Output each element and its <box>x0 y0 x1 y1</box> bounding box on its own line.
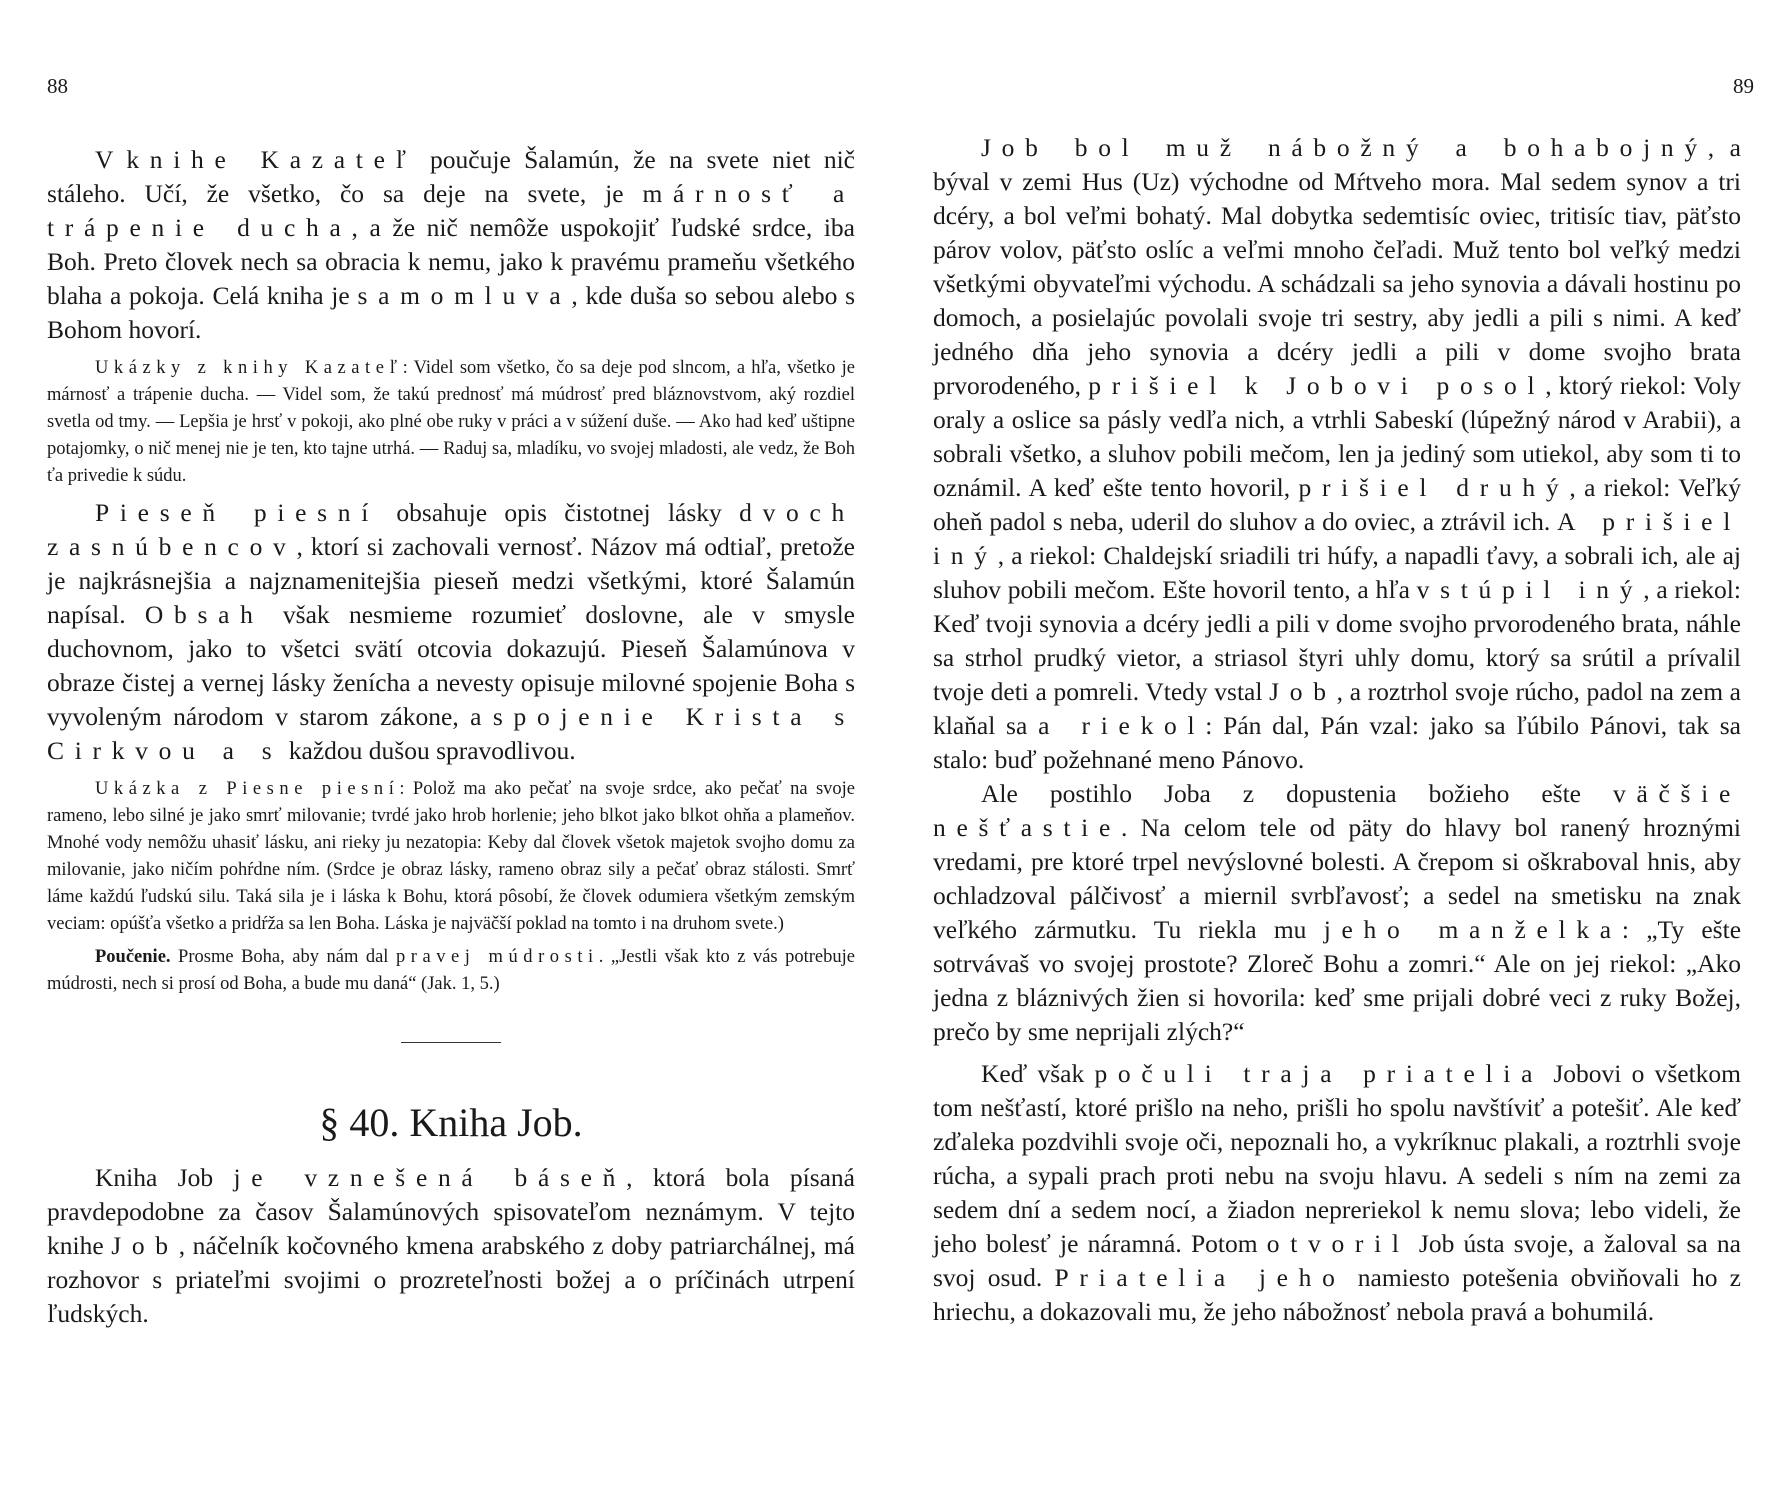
paragraph-piesen-piesni: Pieseň piesní obsahuje opis čistotnej lásky dvoch zasnúbencov, ktorí si zachovali vernosť. Názov má odtiaľ, pretože je najkrásnejšia a najznamenitejšia pieseň medzi všetkými, ktoré Šalamún napísal. Obsah však nesmieme rozumieť doslovne, ale v smysle duchovnom, jako to všetci svätí otcovia dokazujú. Pieseň Šalamúnova v obraze čistej a vernej lásky ženícha a nevesty opisuje milovné spojenie Boha s vyvoleným národom v starom zákone, a spojenie Krista s Cirkvou a s každou dušou spravodlivou. <box>47 498 855 765</box>
paragraph-traja-priatelia: Keď však počuli traja priatelia Jobovi o všetkom tom nešťastí, ktoré prišlo na neho, prišli ho spolu navštíviť a potešiť. Ale keď zďaleka pozdvihli svoje oči, nepoznali ho, a vykríknuc plakali, a roztrhli svoje rúcha, a sypali prach proti nebu na svoju hlavu. A sedeli s ním na zemi za sedem dní a sedem nocí, a žiadon nepreriekol k nemu slova; lebo videli, že jeho bolesť je náramná. Potom otvoril Job ústa svoje, a žaloval sa na svoj osud. Priatelia jeho namiesto potešenia obviňovali ho z hriechu, a dokazovali mu, že jeho nábožnosť nebola pravá a bohumilá. <box>933 1059 1742 1326</box>
paragraph-kniha-job: Kniha Job je vznešená báseň, ktorá bola písaná pravdepodobne za časov Šalamúnových spisovateľom neznámym. V tejto knihe Job, náčelník kočovného kmena arabského z doby patriarchálnej, má rozhovor s priateľmi svojimi o prozreteľnosti božej a o príčinách utrpení ľudských. <box>47 1163 856 1328</box>
section-heading: § 40. Kniha Job. <box>319 1100 583 1145</box>
section-divider <box>401 1042 501 1043</box>
page-number-right: 89 <box>1733 74 1754 98</box>
page-number-left: 88 <box>47 74 68 98</box>
paragraph-kazatel: V knihe Kazateľ poučuje Šalamún, že na svete niet nič stáleho. Učí, že všetko, čo sa deje na svete, je márnosť a trápenie ducha, a že nič nemôže uspokojiť ľudské srdce, iba Boh. Preto človek nech sa obracia k nemu, jako k pravému prameňu všetkého blaha a pokoja. Celá kniha je samomluva, kde duša so sebou alebo s Bohom hovorí. <box>47 145 856 344</box>
poucenie-paragraph: Poučenie. Prosme Boha, aby nám dal pravej múdrosti. „Jestli však kto z vás potrebuje múdrosti, nech si prosí od Boha, a bude mu daná“ (Jak. 1, 5.) <box>47 947 855 994</box>
paragraph-vacsie-nestastie: Ale postihlo Joba z dopustenia božieho ešte väčšie nešťastie. Na celom tele od päty do hlavy bol ranený hroznými vredami, pre ktoré trpel nevýslovné bolesti. A črepom si oškraboval hnis, aby ochladzoval pálčivosť a miernil svrbľavosť; a sedel na smetisku na znak veľkého zármutku. Tu riekla mu jeho manželka: „Ty ešte sotrvávaš vo svojej prostote? Zloreč Bohu a zomri.“ Ale on jej riekol: „Ako jedna z bláznivých žien si hovorila: keď sme prijali dobré veci z ruky Božej, prečo by sme neprijali zlých?“ <box>933 779 1742 1046</box>
excerpt-kazatel: Ukázky z knihy Kazateľ: Videl som všetko, čo sa deje pod slncom, a hľa, všetko je márnosť a trápenie ducha. — Videl som, že takú prednosť má múdrosť pred bláznovstvom, aký rozdiel svetla od tmy. — Lepšia je hrsť v pokoji, ako plné obe ruky v práci a v súžení duše. — Ako had keď uštipne potajomky, o nič menej nie je ten, kto tajne utrhá. — Raduj sa, mladíku, vo svojej mladosti, ale vedz, že Boh ťa privedie k súdu. <box>47 358 856 486</box>
right-page-text-column <box>933 131 1741 1329</box>
paragraph-job-story: Job bol muž nábožný a bohabojný, a býval v zemi Hus (Uz) východne od Mŕtveho mora. Mal sedem synov a tri dcéry, a bol veľmi bohatý. Mal dobytka sedemtisíc oviec, tritisíc tiav, päťsto párov volov, päťsto oslíc a veľmi mnoho čeľadi. Muž tento bol veľký medzi všetkými obyvateľmi východu. A schádzali sa jeho synovia a dávali hostinu po domoch, a posielajúc povolali svoje tri sestry, aby jedli a pili s nimi. A keď jedného dňa jeho synovia a dcéry jedli a pili v dome svojho brata prvorodeného, prišiel k Jobovi posol, ktorý riekol: Voly oraly a oslice sa pásly vedľa nich, a vtrhli Sabeskí (lúpežný národ v Arabii), a sobrali všetko, a sluhov pobili mečom, len ja jediný som utiekol, aby som ti to oznámil. A keď ešte tento hovoril, prišiel druhý, a riekol: Veľký oheň padol s neba, uderil do sluhov a do oviec, a ztrávil ich. A prišiel iný, a riekol: Chaldejskí sriadili tri húfy, a napadli ťavy, a sobrali ich, ale aj sluhov pobili mečom. Ešte hovoril tento, a hľa vstúpil iný, a riekol: Keď tvoji synovia a dcéry jedli a pili v dome svojho prvorodeného brata, náhle sa strhol prudký vietor, a striasol štyri uhly domu, ktorý sa srútil a prívalil tvoje deti a pomreli. Vtedy vstal Job, a roztrhol svoje rúcho, padol na zem a klaňal sa a riekol: Pán dal, Pán vzal: jako sa ľúbilo Pánovi, tak sa stalo: buď požehnané meno Pánovo. <box>933 133 1741 774</box>
left-page-text-column <box>47 143 855 1331</box>
right-page <box>889 0 1778 1500</box>
excerpt-piesen-piesni: Ukázka z Piesne piesní: Polož ma ako pečať na svoje srdce, ako pečať na svoje rameno, lebo silné je jako smrť milovanie; tvrdé jako hrob horlenie; jeho blkot jako blkot ohňa a plameňov. Mnohé vody nemôžu uhasiť lásku, ani rieky ju nezatopia: Keby dal človek všetok majetok svojho domu za milovanie, jako ničím pohŕdne ním. (Srdce je obraz lásky, rameno obraz sily a pečať obraz stálosti. Smrť láme každú ľudskú silu. Taká sila je i láska k Bohu, ktorá pôsobí, že človek odumiera všetkým zemským veciam: opúšťa všetko a pridŕža sa len Boha. Láska je najväčší poklad na tomto i na druhom svete.) <box>47 779 856 934</box>
